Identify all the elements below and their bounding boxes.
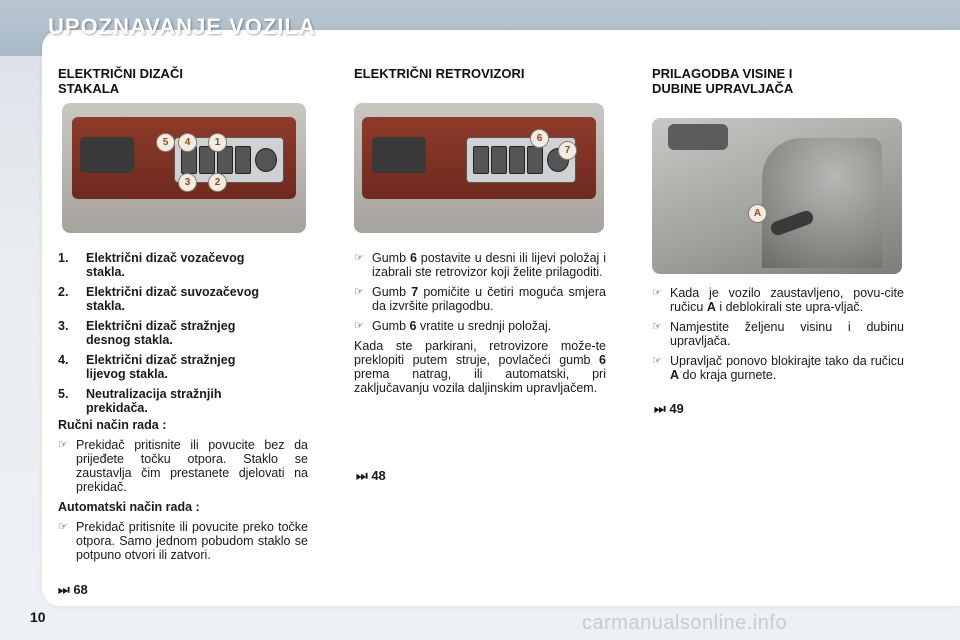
callout-5: 5 <box>156 133 175 152</box>
text: prema natrag, ili automatski, pri zaključavanju vozila daljinskim upravljačem. <box>354 367 606 395</box>
mirror-paragraph <box>354 339 606 395</box>
list-item <box>58 387 312 415</box>
door-handle <box>80 137 134 173</box>
auto-mode-text: Prekidač pritisnite ili povucite preko točke otpora. Samo jednom pobudom staklo se potpuno otvori ili zatvori. <box>76 520 308 562</box>
steering-title <box>652 66 793 96</box>
steering-bullet-2 <box>652 320 904 348</box>
manual-mode-text: Prekidač pritisnite ili povucite bez da prijeđete točku otpora. Staklo se zaustavlja čim prestanete djelovati na prekidač. <box>76 438 308 494</box>
callout-4: 4 <box>178 133 197 152</box>
steering-instructions <box>652 286 904 388</box>
text: i deblokirali ste upra-vljač. <box>715 300 864 314</box>
pointing-hand-icon: ☞ <box>652 321 662 333</box>
text: Gumb <box>372 319 410 333</box>
steering-title-line1: PRILAGODBA VISINE I <box>652 66 793 81</box>
item-text: stakla. <box>86 299 125 313</box>
text: vratite u srednji položaj. <box>416 319 552 333</box>
callout-a: A <box>748 204 767 223</box>
lever-label: A <box>706 300 716 314</box>
steering-title-line2: DUBINE UPRAVLJAČA <box>652 81 794 96</box>
skip-forward-icon: ⏭ <box>654 401 666 416</box>
list-item <box>58 319 312 347</box>
mirror-switch-photo <box>354 103 604 233</box>
text: Namjestite željenu visinu i dubinu upravljača. <box>670 320 904 348</box>
switch-mirror-knob <box>255 148 277 172</box>
mirrors-instructions <box>354 251 606 395</box>
skip-forward-icon: ⏭ <box>356 468 368 483</box>
list-item <box>58 285 312 313</box>
windows-title <box>58 66 183 96</box>
skip-forward-icon: ⏭ <box>58 582 70 597</box>
list-item <box>58 353 312 381</box>
item-number: 3. <box>58 319 69 333</box>
switch <box>473 146 489 174</box>
item-text: Električni dizač suvozačevog <box>86 285 259 299</box>
pointing-hand-icon: ☞ <box>354 286 364 298</box>
pointing-hand-icon: ☞ <box>652 287 662 299</box>
text: Kada je vozilo zaustavljeno, povu-cite ručicu <box>670 286 904 314</box>
pointing-hand-icon: ☞ <box>652 355 662 367</box>
text: do kraja gurnete. <box>679 368 777 382</box>
callout-7: 7 <box>558 141 577 160</box>
pointing-hand-icon: ☞ <box>354 252 364 264</box>
callout-1: 1 <box>208 133 227 152</box>
manual-mode-bullet <box>58 438 308 494</box>
page-ref-number: 49 <box>669 401 684 416</box>
mirror-bullet-2 <box>354 285 606 313</box>
item-number: 2. <box>58 285 69 299</box>
windows-title-line1: ELEKTRIČNI DIZAČI <box>58 66 183 81</box>
item-text: Električni dizač stražnjeg <box>86 319 236 333</box>
steering-column <box>762 138 882 268</box>
switch <box>491 146 507 174</box>
button-number: 6 <box>409 251 417 265</box>
switch <box>509 146 525 174</box>
button-number: 6 <box>599 353 606 367</box>
watermark: carmanualsonline.info <box>582 612 788 634</box>
pointing-hand-icon: ☞ <box>58 439 68 451</box>
text: postavite u desni ili lijevi položaj i izabrali ste retrovizor koji želite prilagoditi. <box>372 251 606 279</box>
window-switch-list <box>58 251 312 421</box>
steering-bullet-1 <box>652 286 904 314</box>
pointing-hand-icon: ☞ <box>58 521 68 533</box>
callout-3: 3 <box>178 173 197 192</box>
windows-title-line2: STAKALA <box>58 81 120 96</box>
auto-mode-heading: Automatski način rada : <box>58 500 200 514</box>
callout-2: 2 <box>208 173 227 192</box>
page-ref-49[interactable] <box>654 401 684 417</box>
item-text: Električni dizač vozačevog <box>86 251 245 265</box>
text: pomičite u četiri moguća smjera da izvršite prilagodbu. <box>372 285 606 313</box>
item-number: 4. <box>58 353 69 367</box>
window-switch-photo <box>62 103 306 233</box>
mirror-bullet-1 <box>354 251 606 279</box>
text: Gumb <box>372 285 412 299</box>
button-number: 6 <box>409 319 417 333</box>
mirrors-title: ELEKTRIČNI RETROVIZORI <box>354 66 525 81</box>
pointing-hand-icon: ☞ <box>354 320 364 332</box>
item-text: lijevog stakla. <box>86 367 168 381</box>
window-modes <box>58 418 308 568</box>
page-number: 10 <box>30 609 46 625</box>
item-number: 5. <box>58 387 69 401</box>
lever-label: A <box>670 368 680 382</box>
page-title: UPOZNAVANJE VOZILA <box>48 14 316 39</box>
mirror-bullet-3 <box>354 319 606 333</box>
callout-6: 6 <box>530 129 549 148</box>
air-vent <box>668 124 728 150</box>
auto-mode-bullet <box>58 520 308 562</box>
manual-mode-heading: Ručni način rada : <box>58 418 167 432</box>
switch-1 <box>235 146 251 174</box>
item-text: desnog stakla. <box>86 333 173 347</box>
text: Upravljač ponovo blokirajte tako da ručicu <box>670 354 904 368</box>
item-text: prekidača. <box>86 401 148 415</box>
text: Gumb <box>372 251 410 265</box>
item-text: Neutralizacija stražnjih <box>86 387 222 401</box>
steering-bullet-3 <box>652 354 904 382</box>
page-ref-number: 48 <box>371 468 386 483</box>
item-text: stakla. <box>86 265 125 279</box>
list-item <box>58 251 312 279</box>
steering-column-photo <box>652 118 902 274</box>
item-text: Električni dizač stražnjeg <box>86 353 236 367</box>
page-ref-number: 68 <box>73 582 88 597</box>
door-handle <box>372 137 426 173</box>
page-ref-68[interactable] <box>58 582 88 598</box>
item-number: 1. <box>58 251 69 265</box>
page-ref-48[interactable] <box>356 468 386 484</box>
text: Kada ste parkirani, retrovizore može-te preklopiti putem struje, povlačeći gumb <box>354 339 606 367</box>
button-number: 7 <box>411 285 419 299</box>
switch <box>527 146 543 174</box>
